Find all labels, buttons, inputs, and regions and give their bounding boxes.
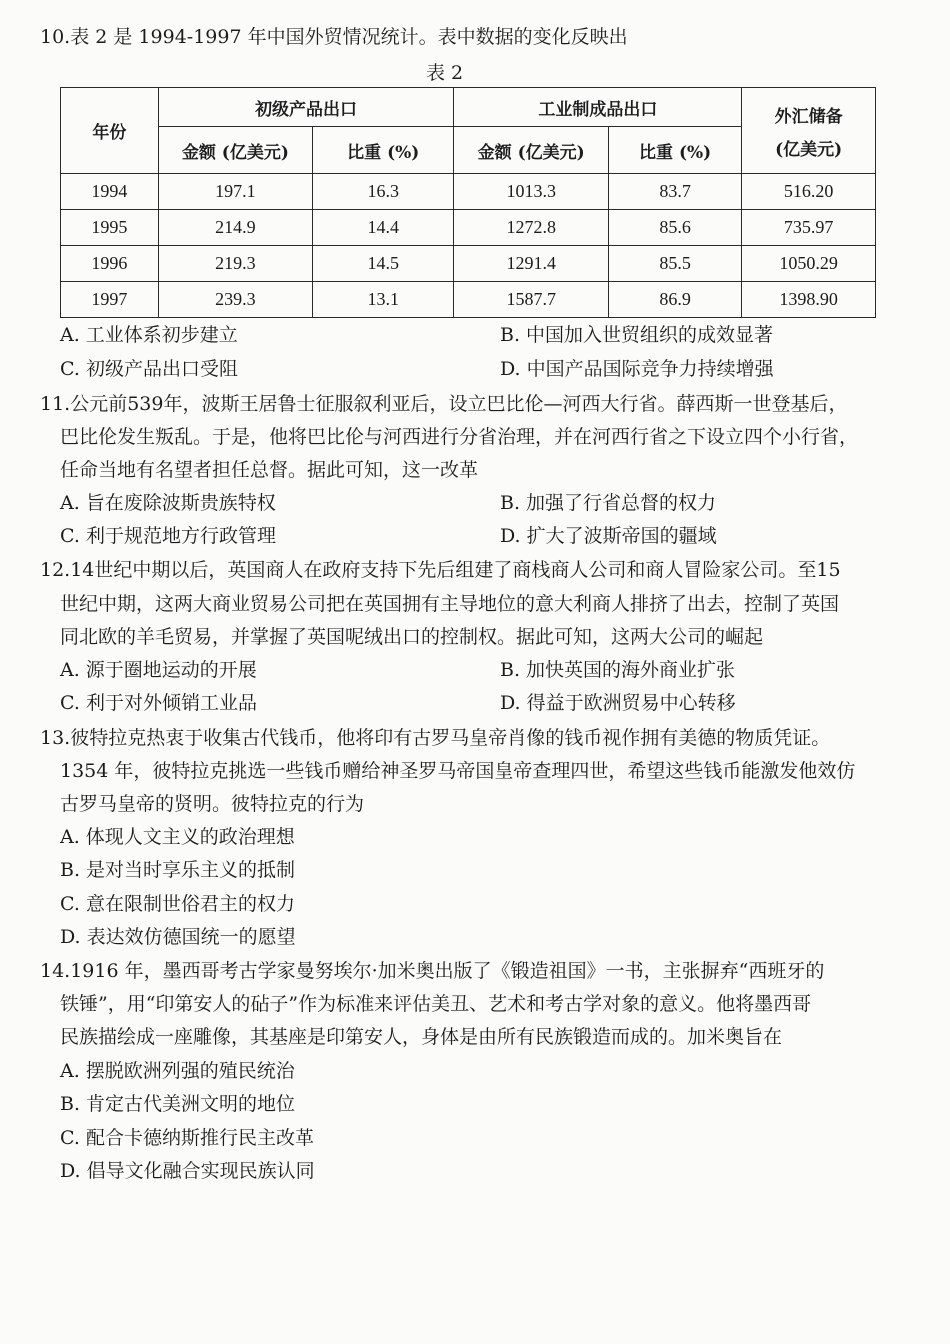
q14-stem-line3: 民族描绘成一座雕像，其基座是印第安人，身体是由所有民族锻造而成的。加米奥旨在 [60, 1026, 783, 1048]
cell-manufactured-amount: 1013.3 [454, 174, 608, 210]
q13-option-b[interactable]: B. 是对当时享乐主义的抵制 [60, 859, 296, 881]
q10-option-b[interactable]: B. 中国加入世贸组织的成效显著 [500, 324, 774, 346]
cell-primary-share: 14.5 [313, 246, 454, 282]
header-primary-share: 比重 (%) [313, 127, 454, 174]
q11-stem-line2: 巴比伦发生叛乱。于是，他将巴比伦与河西进行分省治理，并在河西行省之下设立四个小行省， [60, 426, 859, 448]
header-primary-export: 初级产品出口 [158, 88, 454, 127]
q13-option-c[interactable]: C. 意在限制世俗君主的权力 [60, 893, 295, 915]
table-row [61, 246, 876, 282]
cell-primary-share: 13.1 [313, 282, 454, 318]
q11-option-d[interactable]: D. 扩大了波斯帝国的疆域 [500, 525, 717, 547]
cell-manufactured-share: 83.7 [608, 174, 741, 210]
q13-stem-line2: 1354 年，彼特拉克挑选一些钱币赠给神圣罗马帝国皇帝查理四世，希望这些钱币能激发他效仿 [60, 760, 856, 782]
cell-fx-reserve: 1398.90 [742, 282, 876, 318]
header-manufactured-export: 工业制成品出口 [454, 88, 742, 127]
q11-option-a[interactable]: A. 旨在废除波斯贵族特权 [60, 492, 276, 514]
q14-stem-line2: 铁锤”，用“印第安人的砧子”作为标准来评估美丑、艺术和考古学对象的意义。他将墨西哥 [60, 993, 812, 1015]
q12-option-a[interactable]: A. 源于圈地运动的开展 [60, 659, 257, 681]
q11-stem-line1: 11.公元前539年，波斯王居鲁士征服叙利亚后，设立巴比伦—河西大行省。薛西斯一世登基后， [40, 393, 848, 415]
cell-year: 1997 [61, 282, 159, 318]
q14-stem-line1: 14.1916 年，墨西哥考古学家曼努埃尔·加米奥出版了《锻造祖国》一书，主张摒弃“西班牙的 [40, 960, 825, 982]
q12-option-c[interactable]: C. 利于对外倾销工业品 [60, 692, 257, 714]
header-manufactured-amount: 金额 (亿美元) [454, 127, 608, 174]
q12-stem-line2: 世纪中期，这两大商业贸易公司把在英国拥有主导地位的意大利商人排挤了出去，控制了英国 [60, 593, 840, 615]
header-year: 年份 [61, 88, 159, 174]
cell-primary-amount: 214.9 [158, 210, 312, 246]
cell-primary-share: 16.3 [313, 174, 454, 210]
table-caption: 表 2 [426, 62, 464, 84]
cell-primary-share: 14.4 [313, 210, 454, 246]
q12-option-d[interactable]: D. 得益于欧洲贸易中心转移 [500, 692, 736, 714]
q11-stem-line3: 任命当地有名望者担任总督。据此可知，这一改革 [60, 459, 479, 481]
q10-stem: 10.表 2 是 1994-1997 年中国外贸情况统计。表中数据的变化反映出 [40, 26, 628, 48]
q12-option-b[interactable]: B. 加快英国的海外商业扩张 [500, 659, 736, 681]
q14-option-d[interactable]: D. 倡导文化融合实现民族认同 [60, 1160, 315, 1182]
q13-stem-line1: 13.彼特拉克热衷于收集古代钱币，他将印有古罗马皇帝肖像的钱币视作拥有美德的物质凭证。 [40, 727, 831, 749]
q10-option-a[interactable]: A. 工业体系初步建立 [60, 324, 238, 346]
header-primary-amount: 金额 (亿美元) [158, 127, 312, 174]
cell-year: 1994 [61, 174, 159, 210]
header-fx-reserve [742, 88, 876, 174]
q13-stem-line3: 古罗马皇帝的贤明。彼特拉克的行为 [60, 793, 365, 815]
trade-table [60, 87, 876, 318]
q12-stem-line3: 同北欧的羊毛贸易，并掌握了英国呢绒出口的控制权。据此可知，这两大公司的崛起 [60, 626, 764, 648]
cell-year: 1996 [61, 246, 159, 282]
header-fx-reserve-line2: (亿美元) [775, 139, 843, 160]
cell-manufactured-amount: 1291.4 [454, 246, 608, 282]
cell-primary-amount: 197.1 [158, 174, 312, 210]
q14-option-b[interactable]: B. 肯定古代美洲文明的地位 [60, 1093, 296, 1115]
q14-option-c[interactable]: C. 配合卡德纳斯推行民主改革 [60, 1127, 314, 1149]
table-row [61, 210, 876, 246]
q12-stem-line1: 12.14世纪中期以后，英国商人在政府支持下先后组建了商栈商人公司和商人冒险家公司。至15 [40, 559, 841, 581]
cell-manufactured-share: 85.6 [608, 210, 741, 246]
q10-option-d[interactable]: D. 中国产品国际竞争力持续增强 [500, 358, 774, 380]
cell-fx-reserve: 516.20 [742, 174, 876, 210]
cell-manufactured-amount: 1587.7 [454, 282, 608, 318]
cell-manufactured-amount: 1272.8 [454, 210, 608, 246]
q13-option-d[interactable]: D. 表达效仿德国统一的愿望 [60, 926, 296, 948]
cell-manufactured-share: 86.9 [608, 282, 741, 318]
header-fx-reserve-line1: 外汇储备 [774, 106, 843, 127]
table-row [61, 282, 876, 318]
q11-option-c[interactable]: C. 利于规范地方行政管理 [60, 525, 276, 547]
q13-option-a[interactable]: A. 体现人文主义的政治理想 [60, 826, 295, 848]
cell-manufactured-share: 85.5 [608, 246, 741, 282]
cell-fx-reserve: 1050.29 [742, 246, 876, 282]
q14-option-a[interactable]: A. 摆脱欧洲列强的殖民统治 [60, 1060, 295, 1082]
cell-fx-reserve: 735.97 [742, 210, 876, 246]
cell-primary-amount: 239.3 [158, 282, 312, 318]
cell-primary-amount: 219.3 [158, 246, 312, 282]
q11-option-b[interactable]: B. 加强了行省总督的权力 [500, 492, 717, 514]
cell-year: 1995 [61, 210, 159, 246]
table-row [61, 174, 876, 210]
header-manufactured-share: 比重 (%) [608, 127, 741, 174]
q10-option-c[interactable]: C. 初级产品出口受阻 [60, 358, 238, 380]
